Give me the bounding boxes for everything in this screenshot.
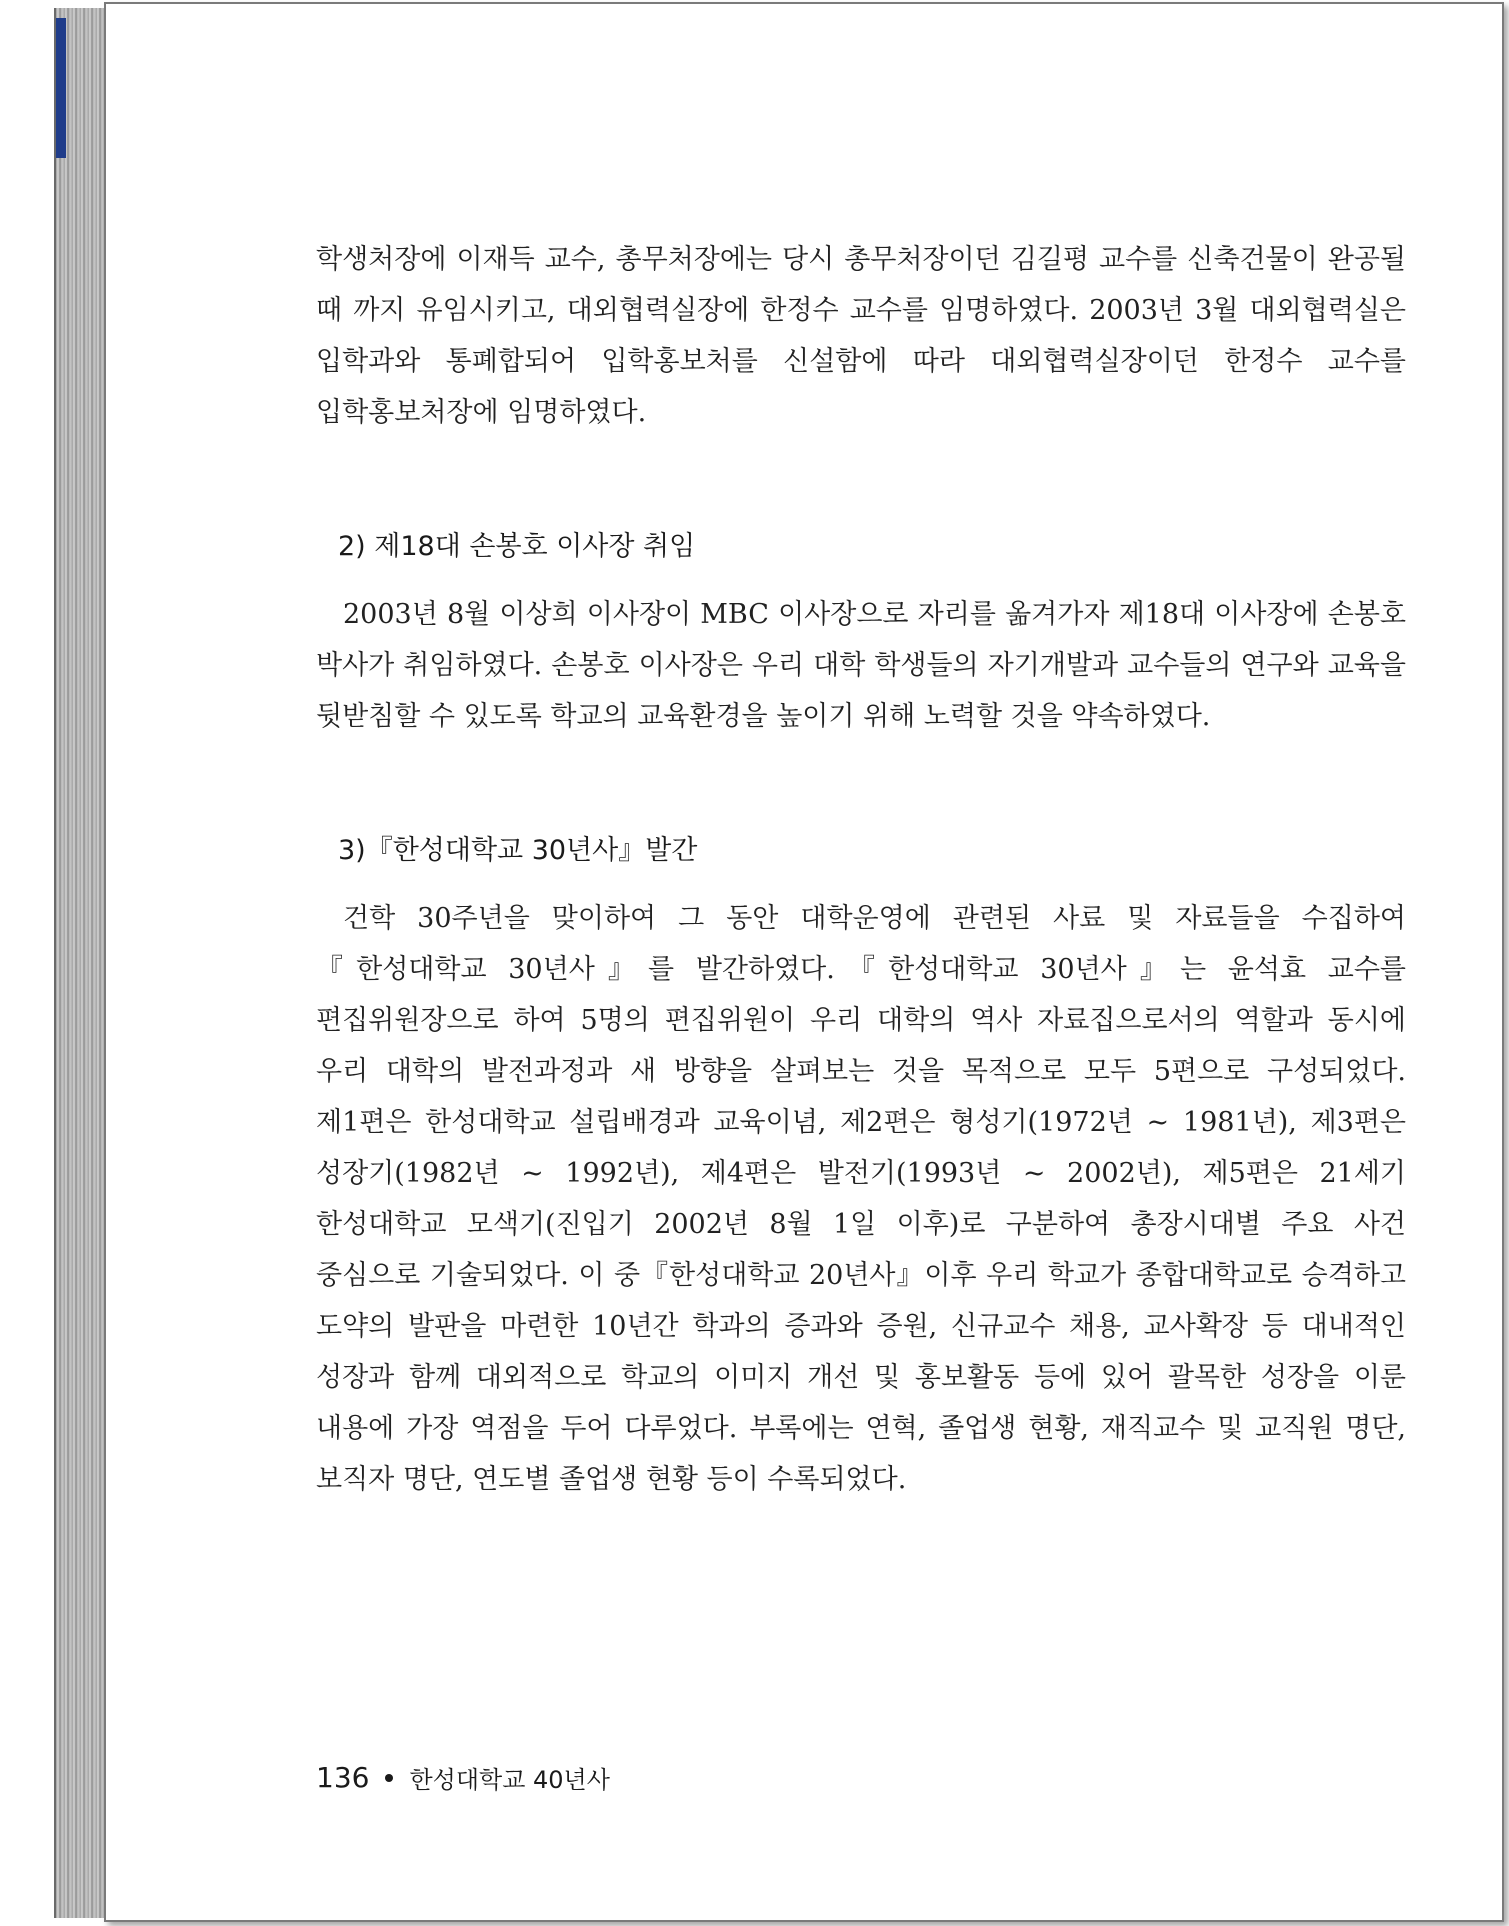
- book-page: [104, 2, 1504, 1922]
- running-title: 한성대학교 40년사: [409, 1766, 610, 1794]
- section-2-heading: 2) 제18대 손봉호 이사장 취임: [338, 531, 696, 562]
- section-3-heading: 3)『한성대학교 30년사』발간: [338, 835, 698, 866]
- page-edges: [54, 8, 108, 1918]
- page-number: 136: [316, 1761, 370, 1794]
- section-3-paragraph: 건학 30주년을 맞이하여 그 동안 대학운영에 관련된 사료 및 자료들을 수집하여『한성대학교 30년사』를 발간하였다.『한성대학교 30년사』는 윤석효 교수를 편집위원장으로 하여 5명의 편집위원이 우리 대학의 역사 자료집으로서의 역할과 동시에 우리 대학의 발전과정과 새 방향을 살펴보는 것을 목적으로 모두 5편으로 구성되었다. 제1편은 한성대학교 설립배경과 교육이념, 제2편은 형성기(1972년 ~ 1981년), 제3편은 성장기(1982년 ~ 1992년), 제4편은 발전기(1993년 ~ 2002년), 제5편은 21세기 한성대학교 모색기(진입기 2002년 8월 1일 이후)로 구분하여 총장시대별 주요 사건 중심으로 기술되었다. 이 중『한성대학교 20년사』이후 우리 학교가 종합대학교로 승격하고 도약의 발판을 마련한 10년간 학과의 증과와 증원, 신규교수 채용, 교사확장 등 대내적인 성장과 함께 대외적으로 학교의 이미지 개선 및 홍보활동 등에 있어 괄목한 성장을 이룬 내용에 가장 역점을 두어 다루었다. 부록에는 연혁, 졸업생 현황, 재직교수 및 교직원 명단, 보직자 명단, 연도별 졸업생 현황 등이 수록되었다.: [316, 903, 1406, 1495]
- section-2-paragraph: 2003년 8월 이상희 이사장이 MBC 이사장으로 자리를 옮겨가자 제18대 이사장에 손봉호 박사가 취임하였다. 손봉호 이사장은 우리 대학 학생들의 자기개발과 교수들의 연구와 교육을 뒷받침할 수 있도록 학교의 교육환경을 높이기 위해 노력할 것을 약속하였다.: [316, 599, 1406, 732]
- spine-accent: [56, 18, 66, 158]
- page-content: [316, 234, 1406, 1505]
- page-footer: [316, 1760, 610, 1795]
- intro-paragraph: 학생처장에 이재득 교수, 총무처장에는 당시 총무처장이던 김길평 교수를 신축건물이 완공될 때 까지 유임시키고, 대외협력실장에 한정수 교수를 임명하였다. 2003년 3월 대외협력실은 입학과와 통폐합되어 입학홍보처를 신설함에 따라 대외협력실장이던 한정수 교수를 입학홍보처장에 임명하였다.: [316, 244, 1406, 428]
- bullet-icon: [385, 1774, 393, 1782]
